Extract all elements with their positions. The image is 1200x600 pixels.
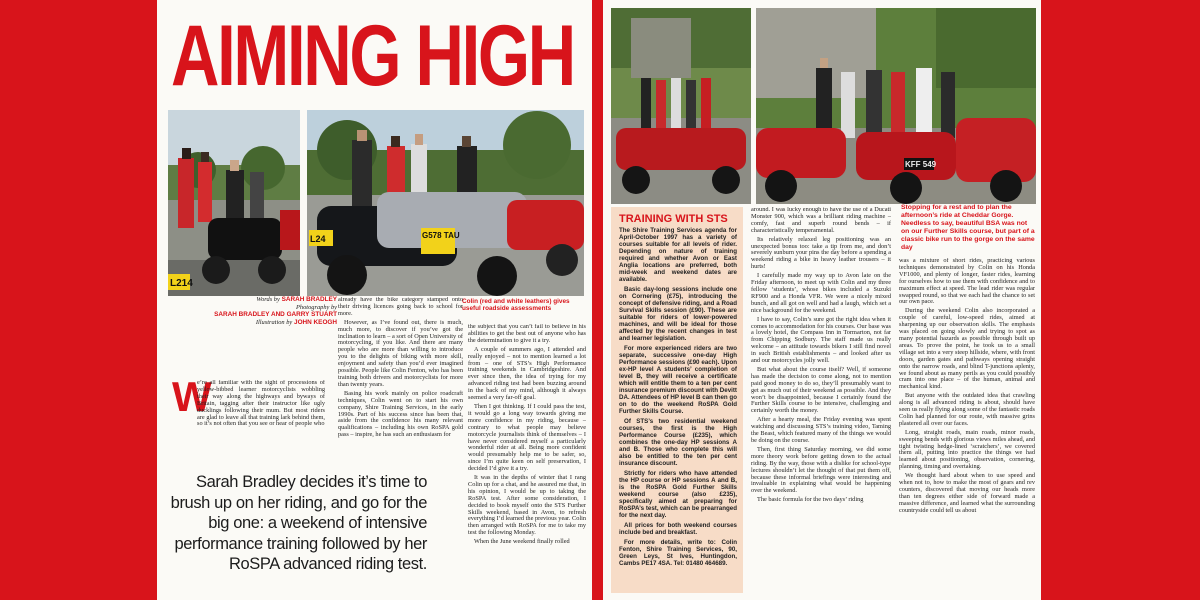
standfirst: Sarah Bradley decides it’s time to brush up on her riding, and go for the big one: a weekend of intensive performance training followed by her RoSPA advanced riding test. — [170, 473, 427, 573]
photo-motorcycles-parked — [307, 110, 584, 296]
body-column-right-1: around. I was lucky enough to have the use of a Ducati Monster 900, which was a brilliant riding machine – comfy, fast and superb round bends – if characteristically temperamental. Its relatively relaxed leg positioning was an unexpected bonus too: take a tip from me, and don’t severely sunburn your pins the day before a spending a weekend riding a bike in heavy leather trousers – it hurts! I carefully made my way up to Avon late on the Friday afternoon, to meet up with Colin and my three fellow ‘students’, whose bikes included a Suzuki RF900 and a Honda VFR. We were a nicely mixed bunch, and all got on well and had a laugh, which set a nice background for the weekend. I have to say, Colin’s sure got the right idea when it comes to accommodation for his courses. Our base was a lovely hotel, the Compass Inn in Tormarton, not far from Chipping Sodbury. The staff made us really welcome – an attitude towards bikers I still find novel in such British establishments – and looked after us and our motorcycles jolly well. But what about the course itself? Well, if someone has made the decision to come along, not to mention paid good money to do so, they’ll presumably want to get as much out of their weekend as possible. And they won’t be disappointed, because I certainly found the Further Skills course to be intensive, challenging and certainly worth the money. After a hearty meal, the Friday evening was spent watching and discussing STS’s training video, Taming the Beast, which featured many of the things we would be doing on the course. Then, first thing Saturday morning, we did some more theory work before getting down to the actual riding. By the way, those with a dislike for school-type lectures shouldn’t let the thought of that put them off, because these informal briefings were interesting and invaluable in explaining what would be happening over the weekend. The basic formula for the two days’ riding — [751, 207, 891, 504]
plate-text-3: G578 TAU — [422, 231, 460, 240]
credit-photography: SARAH BRADLEY AND GARRY STUART — [214, 311, 337, 319]
credit-photography-role: Photography by — [296, 303, 337, 311]
drop-cap: W — [172, 373, 212, 420]
credit-illustration: Illustration by JOHN KEOGH — [255, 318, 337, 326]
sidebar-body: The Shire Training Services agenda for April-October 1997 has a variety of courses suitable for all levels of rider. Depending on nature of training required and whether Avon or East Anglia locations are preferred, both mid-week and weekend dates are available. Basic day-long sessions include one on Cornering (£75), introducing the concept of defensive riding, and a Road Survival Skills session (£90). These are suitable for riders of lower-powered machines, and will be ideal for those affected by the recent changes in test and learner legislation. For more experienced riders are two separate, successive one-day High Performance sessions (£90 each). Upon ex-HP level A students’ completion of level B, they will receive a certificate which will entitle them to a ten per cent insurance premium discount with Devitt DA. Attendees of HP level B can then go on to do the weekend RoSPA Gold Further Skills Course. Of STS’s two residential weekend courses, the first is the High Performance Course (£235), which combines the one-day HP sessions A and B. Those who complete this will also be entitled to the ten per cent insurance discount. Strictly for riders who have attended the HP course or HP sessions A and B, is the RoSPA Gold Further Skills weekend course (also £235), specifically aimed at preparing for RoSPA’s test, which can be prearranged for the next day. All prices for both weekend courses include bed and breakfast. For more details, write to: Colin Fenton, Shire Training Services, 90, Green Leys, St Ives, Huntingdon, Cambs PE17 4SA. Tel: 01480 464689. — [619, 227, 737, 567]
plate-text-2: L24 — [310, 234, 326, 244]
caption-right: Stopping for a rest and to plan the afternoon’s ride at Cheddar Gorge. Needless to say, beautiful BSA was not on our Further Skills course, but part of a classic bike run to the gorge on the same day — [901, 204, 1035, 251]
left-page — [157, 0, 592, 600]
body-column-2: already have the bike category stamped onto their driving licences going back to school for more. However, as I’ve found out, there is much, much more, to discover if you’ve got the inclination to learn – a sort of Open University of motorcycling, if you like. And there are many people who are more than willing to introduce you to the delights of biking with more skill, enjoyment and safety than you’d ever imagined possible. People like Colin Fenton, who has been training both drivers and motorcyclists for more than twenty years. Basing his work mainly on police roadcraft techniques, Colin went on to start his own company, Shire Training Services, in the early 1990s. Part of his success since has been that, aside from the confidence his many relevant qualifications – including his own RoSPA gold pass – inspire, he has such an enthusiasm for — [338, 297, 463, 439]
plate-text-4: KFF 549 — [905, 160, 937, 169]
sidebar-title: TRAINING WITH STS — [619, 213, 728, 225]
caption-left: Colin (red and white leathers) gives useful roadside assessments — [462, 298, 570, 313]
credits — [177, 296, 337, 326]
photo-cheddar-gorge-riders — [611, 8, 751, 204]
plate-text-1: L214 — [170, 278, 193, 289]
body-column-3: the subject that you can’t fail to believe in his abilities to get the best out of anyone who has the determination to give it a try. A couple of summers ago, I attended and really enjoyed – not to mention learned a lot from – one of STS’s High Performance training weekends in Cambridgeshire. And ever since then, the idea of trying for my advanced riding test had been buzzing around in the back of my mind, although it always seemed a very far-off goal. Then I got thinking. If I could pass the test, it would go a long way towards giving me more confidence in my riding, because – contrary to what people may believe motorcycle journalists think of themselves – I have never considered myself a particularly wonderful rider at all. Being more confident would presumably help me to be safer, so, since I’m quite keen on self preservation, I decided I’d give it a try. It was in the depths of winter that I rang Colin up for a chat, and he assured me that, in his opinion, I would be up to taking the RoSPA test. After some consideration, I decided to book myself onto the STS Further Skills weekend, based in Avon, to refresh everything I’d learned the previous year. Colin then arranged with RoSPA for me to take my test the following Monday. When the June weekend finally rolled — [468, 324, 586, 546]
credit-words: Words by SARAH BRADLEY — [256, 296, 337, 303]
headline: AIMING HIGH — [171, 8, 574, 104]
right-page — [603, 0, 1041, 600]
body-column-1: e’re all familiar with the sight of processions of yellow-bibbed learner motorcyclists wobbling their way along the highways and byways of Britain, tagging after their instructor like ugly ducklings following their mum. But most riders are glad to leave all that training lark behind them, so it’s not often that you see or hear of people who — [197, 380, 325, 428]
body-column-right-2: was a mixture of short rides, practicing various techniques demonstrated by Colin on his Honda VF1000, and plenty of longer, faster rides, learning for ourselves how to use them with confidence and to maximum effect at speed. The lead rider was regular swapped round, so that we each had the chance to set our own pace. During the weekend Colin also incorporated a couple of careful, low-speed rides, aimed at sharpening up our observation skills. The emphasis was placed on going slowly and trying to spot as many potential hazards as possible through built up areas. To prove the point, he took us to a small village set into a very steep hillside, where, with front doors, garden gates and pathways opening straight onto the narrow roads, and blind T-junctions aplenty, we found about as many perils as you could possibly cram into one place – of the human, animal and mechanical kind. But anyone with the outdated idea that crawling along is all advanced riding is about, should have seen us really flying along some of the fantastic roads Colin had planned for our route, with massive grins plastered all over our faces. Long, straight roads, main roads, minor roads, sweeping bends with glorious views miles ahead, and tight twisting hedge-lined ‘scratchers’, we covered them all, putting into practice the things we had learned about positioning, observation, cornering, planning, timing and overtaking. We thought hard about when to use speed and when not to, how to make the most of gears and rev counters, discovered that moving our heads more than ten degrees either side of forward made a massive difference, and learned what the surrounding countryside could tell us about — [899, 258, 1035, 514]
sidebar-training-with-sts — [611, 207, 743, 593]
photo-group-with-bsa — [756, 8, 1036, 204]
photo-riders-roadside — [168, 110, 300, 296]
